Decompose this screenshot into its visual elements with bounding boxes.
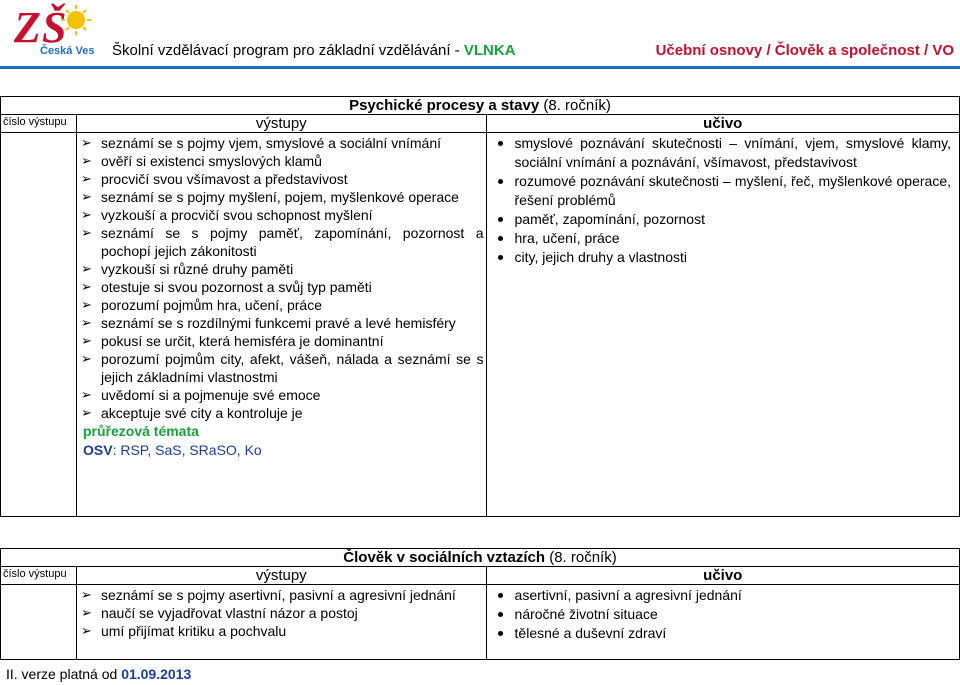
output-number-cell xyxy=(1,585,77,660)
list-item: ➢ naučí se vyjadřovat vlastní názor a postoj xyxy=(77,604,484,622)
header-divider xyxy=(0,66,960,69)
list-item: ➢ otestuje si svou pozornost a svůj typ paměti xyxy=(77,278,484,296)
column-output-number: číslo výstupu xyxy=(1,115,77,133)
list-item: ➢ akceptuje své city a kontroluje je xyxy=(77,404,484,422)
program-prefix: Školní vzdělávací program pro základní vzdělávání - xyxy=(112,42,460,59)
list-item: paměť, zapomínání, pozornost xyxy=(491,210,951,229)
output-number-cell xyxy=(1,133,77,517)
program-title xyxy=(112,42,516,59)
list-item: rozumové poznávání skutečnosti – myšlení, řeč, myšlenkové operace, řešení problémů xyxy=(491,172,951,210)
version-prefix: II. verze platná od xyxy=(6,666,122,682)
list-item: city, jejich druhy a vlastnosti xyxy=(491,248,951,267)
list-item: smyslové poznávání skutečnosti – vnímání, vjem, smyslové klamy, sociální vnímání a poznávání, všímavost, představivost xyxy=(491,134,951,172)
section-title: Psychické procesy a stavy (8. ročník) xyxy=(1,97,960,115)
curriculum-list xyxy=(491,586,951,643)
osv-line xyxy=(77,441,484,460)
section-title: Člověk v sociálních vztazích (8. ročník) xyxy=(1,549,960,567)
list-item: tělesné a duševní zdraví xyxy=(491,624,951,643)
list-item: ➢ ověří si existenci smyslových klamů xyxy=(77,152,484,170)
column-outputs: výstupy xyxy=(76,567,486,585)
osv-value: : RSP, SaS, SRaSO, Ko xyxy=(112,442,262,458)
list-item: ➢ seznámí se s rozdílnými funkcemi pravé a levé hemisféry xyxy=(77,314,484,332)
outputs-list xyxy=(77,586,484,640)
list-item: ➢ procvičí svou všímavost a představivost xyxy=(77,170,484,188)
list-item: ➢ pokusí se určit, která hemisféra je dominantní xyxy=(77,332,484,350)
page-header xyxy=(0,0,960,70)
version-footer xyxy=(6,666,191,682)
cross-topics-label: průřezová témata xyxy=(82,423,199,439)
column-outputs: výstupy xyxy=(76,115,486,133)
version-date: 01.09.2013 xyxy=(121,666,192,682)
list-item: asertivní, pasivní a agresivní jednání xyxy=(491,586,951,605)
curriculum-cell xyxy=(486,585,959,660)
outputs-list xyxy=(77,134,484,422)
section-psychic-processes-table xyxy=(0,96,960,517)
breadcrumb: Učební osnovy / Člověk a společnost / VO xyxy=(655,42,954,59)
list-item: ➢ seznámí se s pojmy paměť, zapomínání, pozornost a pochopí jejich zákonitosti xyxy=(77,224,484,260)
svg-text:Česká Ves: Česká Ves xyxy=(40,45,95,57)
list-item: náročné životní situace xyxy=(491,605,951,624)
list-item: ➢ seznámí se s pojmy myšlení, pojem, myšlenkové operace xyxy=(77,188,484,206)
list-item: ➢ seznámí se s pojmy asertivní, pasivní a agresivní jednání xyxy=(77,586,484,604)
outputs-cell xyxy=(76,133,486,517)
svg-text:Z: Z xyxy=(14,3,41,52)
curriculum-cell xyxy=(486,133,959,517)
svg-text:Š: Š xyxy=(42,3,67,52)
list-item: hra, učení, práce xyxy=(491,229,951,248)
osv-label: OSV xyxy=(82,442,113,458)
column-output-number: číslo výstupu xyxy=(1,567,77,585)
list-item: ➢ umí přijímat kritiku a pochvalu xyxy=(77,622,484,640)
school-logo xyxy=(12,2,104,58)
program-name: VLNKA xyxy=(463,42,516,59)
list-item: ➢ porozumí pojmům city, afekt, vášeň, nálada a seznámí se s jejich základními vlastnostmi xyxy=(77,350,484,386)
column-curriculum: učivo xyxy=(486,115,959,133)
list-item: ➢ vyzkouší si různé druhy paměti xyxy=(77,260,484,278)
outputs-cell xyxy=(76,585,486,660)
list-item: ➢ uvědomí si a pojmenuje své emoce xyxy=(77,386,484,404)
list-item: ➢ vyzkouší a procvičí svou schopnost myšlení xyxy=(77,206,484,224)
curriculum-list xyxy=(491,134,951,267)
list-item: ➢ porozumí pojmům hra, učení, práce xyxy=(77,296,484,314)
section-social-relations-table xyxy=(0,548,960,660)
column-curriculum: učivo xyxy=(486,567,959,585)
list-item: ➢ seznámí se s pojmy vjem, smyslové a sociální vnímání xyxy=(77,134,484,152)
